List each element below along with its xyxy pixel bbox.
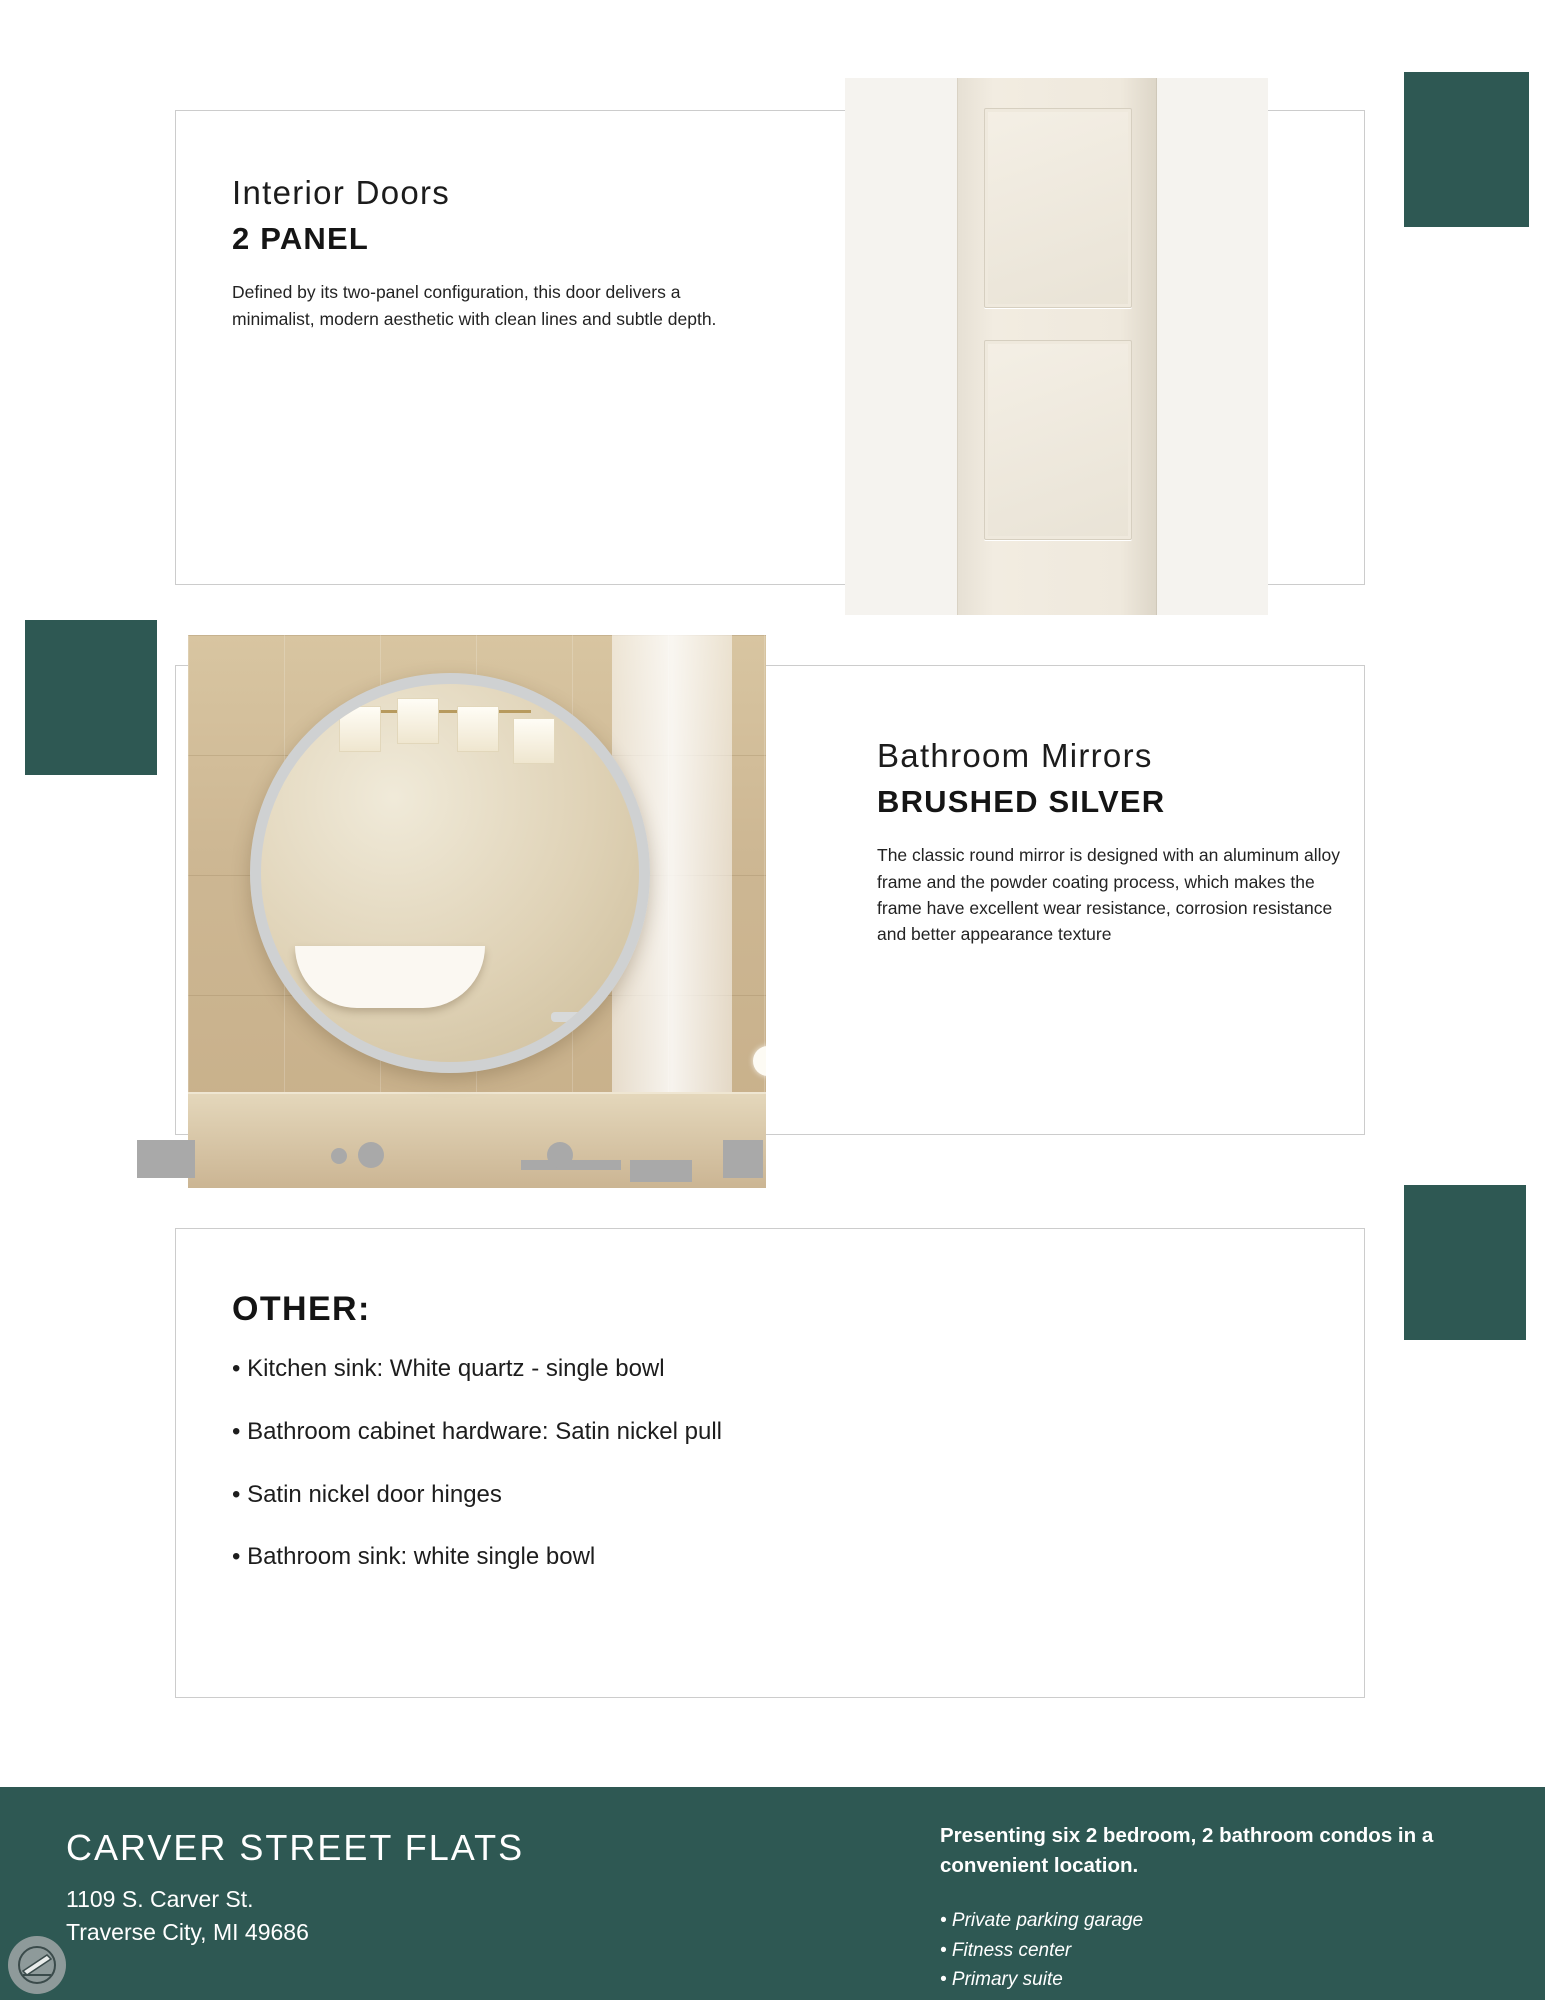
list-item: • Bathroom sink: white single bowl: [232, 1543, 596, 1571]
image-placeholder-chip: [630, 1160, 692, 1182]
bathroom-mirrors-description: The classic round mirror is designed with an aluminum alloy frame and the powder coating process, which makes the frame have excellent wear resistance, corrosion resistance and better appearance texture: [877, 845, 1340, 944]
interior-doors-headline: 2 PANEL: [232, 221, 370, 257]
image-placeholder-chip: [723, 1140, 763, 1178]
list-item: • Fitness center: [940, 1939, 1072, 1961]
footer-address-line2: Traverse City, MI 49686: [66, 1919, 309, 1946]
door-lower-panel-shape: [984, 340, 1132, 540]
list-item: • Satin nickel door hinges: [232, 1480, 502, 1508]
bathroom-mirrors-headline: BRUSHED SILVER: [877, 784, 1166, 820]
footer-address-line1: 1109 S. Carver St.: [66, 1886, 254, 1912]
footer-address: [66, 1883, 309, 1950]
other-list: [232, 1355, 1132, 1572]
two-panel-door-image: [845, 78, 1268, 615]
door-slab-shape: [957, 78, 1157, 615]
footer-amenities-list: [940, 1906, 1480, 1994]
interior-doors-kicker: Interior Doors: [232, 174, 451, 211]
bathroom-mirror-image: [188, 635, 766, 1188]
image-placeholder-dot: [331, 1148, 347, 1164]
chandelier-shade-shape: [513, 718, 555, 764]
bathtub-shape: [295, 946, 485, 1008]
chandelier-shade-shape: [457, 706, 499, 752]
list-item: • Primary suite: [940, 1969, 1063, 1991]
bathroom-mirrors-text-block: [877, 735, 1352, 947]
interior-doors-description: Defined by its two-panel configuration, this door delivers a minimalist, modern aesthetic with clean lines and subtle depth.: [232, 282, 717, 329]
decorative-square-middle-left: [25, 620, 157, 775]
footer-details: [940, 1821, 1480, 1995]
round-mirror-shape: [250, 673, 650, 1073]
list-item: • Bathroom cabinet hardware: Satin nickel pull: [232, 1417, 722, 1445]
page-footer: [0, 1787, 1545, 2000]
decorative-square-bottom-right: [1404, 1185, 1526, 1340]
faucet-shape: [551, 1012, 609, 1022]
image-placeholder-chip: [137, 1140, 195, 1178]
company-logo-icon: [8, 1936, 66, 1994]
footer-brand-name: CARVER STREET FLATS: [66, 1827, 525, 1868]
other-title: OTHER:: [232, 1290, 371, 1328]
chandelier-shade-shape: [397, 698, 439, 744]
interior-doors-text-block: [232, 172, 752, 332]
chandelier-shade-shape: [339, 706, 381, 752]
list-item: • Kitchen sink: White quartz - single bowl: [232, 1355, 665, 1382]
list-item: • Private parking garage: [940, 1910, 1144, 1932]
other-text-block: [232, 1290, 1132, 1606]
bathroom-mirrors-kicker: Bathroom Mirrors: [877, 737, 1153, 774]
decorative-square-top-right: [1404, 72, 1529, 227]
door-upper-panel-shape: [984, 108, 1132, 308]
image-placeholder-dot: [358, 1142, 384, 1168]
image-placeholder-dot: [547, 1142, 573, 1168]
footer-tagline: Presenting six 2 bedroom, 2 bathroom condos in a convenient location.: [940, 1824, 1434, 1877]
